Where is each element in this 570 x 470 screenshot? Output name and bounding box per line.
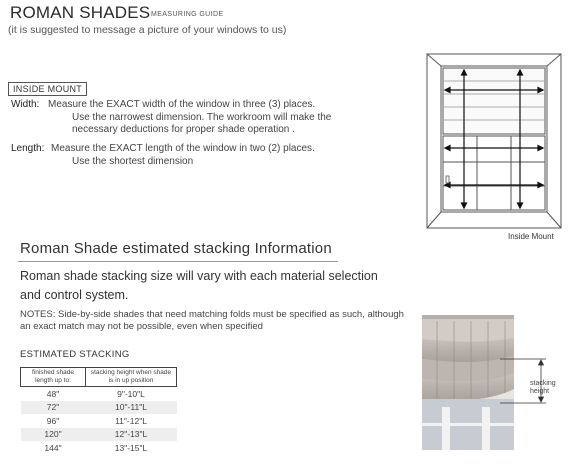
table-row [21,441,177,455]
width-line-2: Use the narrowest dimension. The workroom will make the [72,111,332,123]
table-row [21,401,177,415]
cell-length: 144" [44,442,62,453]
notes-text: Side-by-side shades that need matching folds must be specified as such, although an exact match may not be possible, even when specified [20,309,404,332]
inside-mount-diagram [425,52,565,232]
table-header-row [21,368,177,387]
stacking-section-title: Roman Shade estimated stacking Information [20,240,332,257]
table-row [21,428,177,442]
cell-stacking: 13"-15"L [114,442,148,453]
cell-stacking: 11"-12"L [115,415,147,426]
cell-length: 96" [46,415,60,426]
table-row [21,414,177,428]
length-line-1: Measure the EXACT length of the window in two (2) places. [51,143,315,154]
table-row [21,387,177,401]
inside-mount-caption: Inside Mount [508,232,554,241]
notes-label: NOTES: [20,309,56,320]
estimated-stacking-title: ESTIMATED STACKING [20,349,130,360]
stacking-height-label [530,380,556,396]
cell-stacking: 9"-10"L [117,388,145,399]
cell-stacking: 10"-11"L [86,401,177,415]
section-divider [18,261,338,262]
length-label: Length: [11,143,45,154]
cell-length: 120" [21,428,86,442]
stacking-label-line2: height [530,388,550,395]
length-line-2: Use the shortest dimension [72,155,194,167]
width-line-1: Measure the EXACT width of the window in three (3) places. [48,99,316,110]
stacking-label-line1: stacking [530,380,556,387]
header-note: (it is suggested to message a picture of your windows to us) [8,24,287,36]
cell-length: 48" [46,388,60,399]
stacking-paragraph: Roman shade stacking size will vary with each material selection and control system. [20,269,378,302]
cell-length: 72" [21,401,86,415]
stacking-table [20,367,177,455]
cell-stacking: 12"-13"L [86,428,177,442]
col-header-length: finished shade length up to: [21,368,86,387]
page-subtitle: MEASURING GUIDE [151,11,224,18]
inside-mount-label: INSIDE MOUNT [8,82,87,96]
width-label: Width: [11,99,40,110]
stacking-notes [20,309,410,333]
col-header-stacking: stacking height when shade is in up position [86,368,177,387]
width-line-3: necessary deductions for proper shade operation . [72,124,295,135]
page-title: ROMAN SHADES [10,3,151,22]
